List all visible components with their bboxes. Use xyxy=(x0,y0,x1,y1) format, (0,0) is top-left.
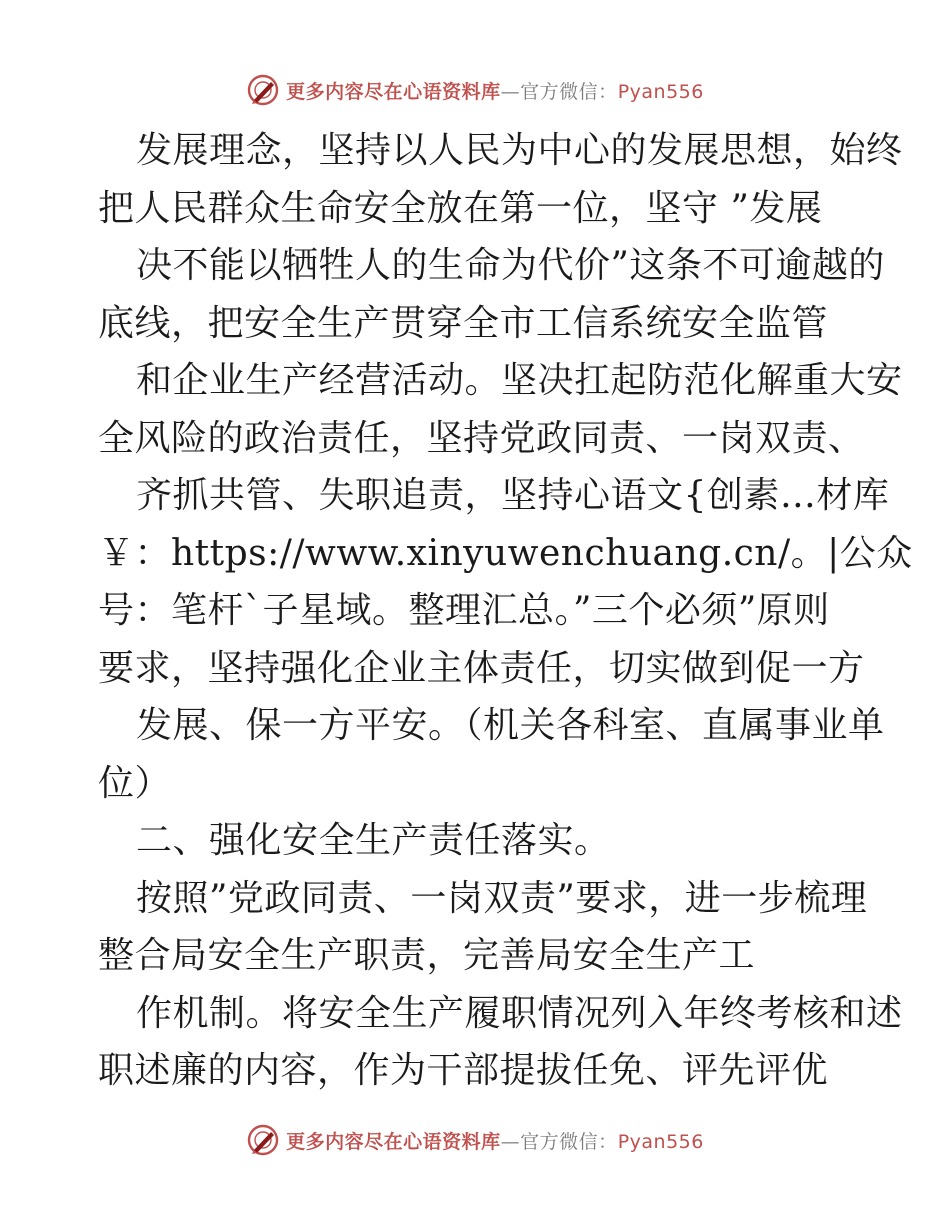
text-line: 整合局安全生产职责，完善局安全生产工 xyxy=(98,935,756,976)
watermark-main: 更多内容尽在心语资料库 xyxy=(286,1130,501,1153)
section-heading: 二、强化安全生产责任落实。 xyxy=(136,820,611,861)
watermark-text xyxy=(286,1127,704,1154)
text-line: 位） xyxy=(98,762,172,804)
pen-logo-icon xyxy=(246,1123,280,1157)
text-line: 职述廉的内容，作为干部提拔任免、评先评优 xyxy=(98,1050,829,1091)
document-body xyxy=(98,122,913,1100)
text-line: 齐抓共管、失职追责，坚持心语文{创素…材库 xyxy=(136,475,890,516)
text-line: 和企业生产经营活动。坚决扛起防范化解重大安 xyxy=(136,360,903,401)
watermark-dash: — xyxy=(500,1130,521,1153)
watermark-main: 更多内容尽在心语资料库 xyxy=(286,80,501,103)
text-line: ￥：https://www.xinyuwenchuang.cn/。|公众 xyxy=(98,532,913,574)
text-line: 底线，把安全生产贯穿全市工信系统安全监管 xyxy=(98,302,829,344)
text-line: 号：笔杆`子星域。整理汇总。”三个必须”原则 xyxy=(98,590,830,631)
text-line: 作机制。将安全生产履职情况列入年终考核和述 xyxy=(136,992,903,1034)
watermark-wechat-id: Pyan556 xyxy=(617,1130,704,1153)
watermark-label: 官方微信： xyxy=(520,1130,618,1153)
text-line: 按照”党政同责、一岗双责”要求，进一步梳理 xyxy=(136,877,868,919)
text-line: 发展理念，坚持以人民为中心的发展思想，始终 xyxy=(136,130,903,171)
watermark-text xyxy=(286,77,704,104)
text-line: 发展、保一方平安。（机关各科室、直属事业单 xyxy=(136,705,885,746)
header-watermark xyxy=(0,72,950,108)
watermark-wechat-id: Pyan556 xyxy=(617,80,704,103)
text-line: 决不能以牺牲人的生命为代价”这条不可逾越的 xyxy=(136,245,885,286)
pen-logo-icon xyxy=(246,73,280,107)
watermark-dash: — xyxy=(500,80,521,103)
footer-watermark xyxy=(0,1122,950,1158)
text-line: 要求，坚持强化企业主体责任，切实做到促一方 xyxy=(98,647,865,689)
watermark-label: 官方微信： xyxy=(520,80,618,103)
text-line: 全风险的政治责任，坚持党政同责、一岗双责、 xyxy=(98,417,865,459)
text-line: 把人民群众生命安全放在第一位，坚守 ”发展 xyxy=(98,187,823,229)
